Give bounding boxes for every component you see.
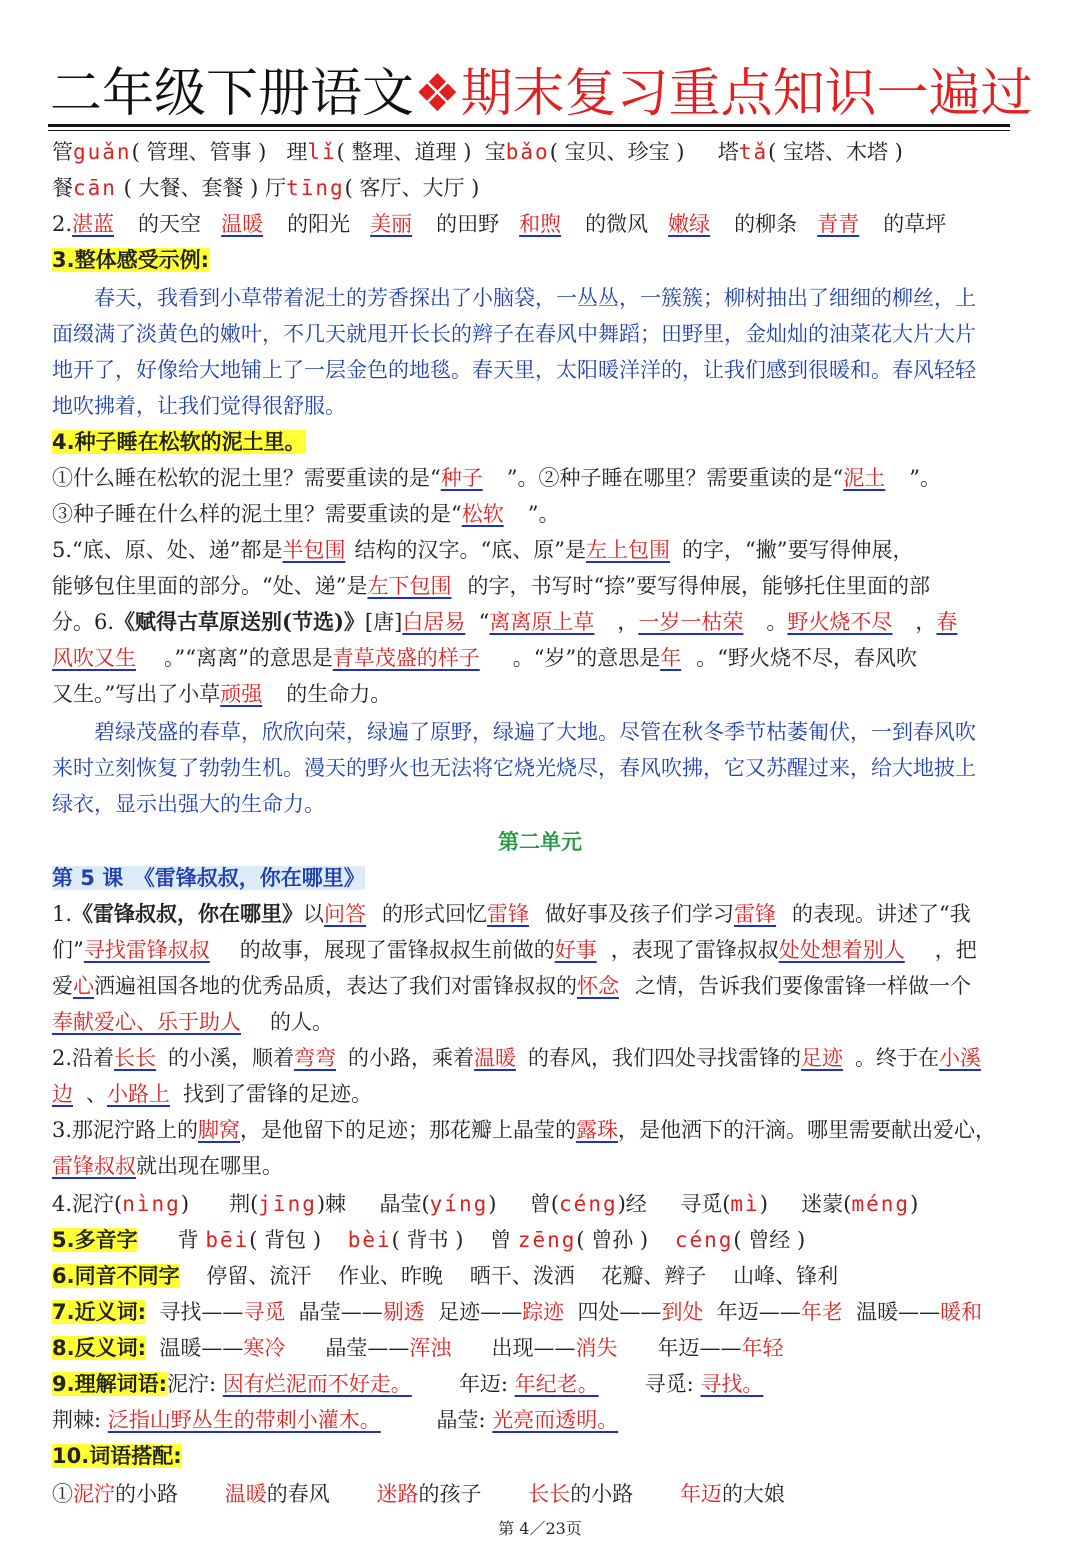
pinyin-line-1 [52, 136, 903, 168]
pinyin: mì [730, 1192, 760, 1216]
example-paragraph-line-4 [52, 390, 346, 422]
unit-heading [0, 826, 1080, 858]
answer: 青草茂盛的样子 [332, 646, 480, 670]
text: 的田野 [436, 212, 500, 236]
answer: 暖和 [940, 1300, 983, 1324]
pinyin: yíng [429, 1192, 489, 1216]
answer: 雷锋 [734, 902, 777, 926]
lesson-item-8-antonyms [52, 1332, 784, 1364]
text: ，表现了雷锋叔叔 [610, 938, 779, 962]
words: ( 背包 ) [249, 1228, 322, 1252]
answer: 奉献爱心、乐于助人 [52, 1010, 241, 1034]
text: 春天，我看到小草带着泥土的芳香探出了小脑袋，一丛丛，一簇簇；柳树抽出了细细的柳丝，上 [94, 286, 976, 310]
word-pair: 晒干、泼洒 [469, 1264, 575, 1288]
lesson-item-1-line-2 [52, 934, 977, 966]
title-grade: 二年级下册语文 [50, 64, 415, 124]
text: 的天空 [138, 212, 202, 236]
example-paragraph-line-1 [52, 282, 976, 314]
char: 宝 [484, 140, 506, 164]
text: 的小路，乘着 [348, 1046, 475, 1070]
text: 的阳光 [287, 212, 351, 236]
word: 温暖—— [159, 1336, 244, 1360]
word: 四处—— [577, 1300, 662, 1324]
text: 碧绿茂盛的春草，欣欣向荣，绿遍了原野，绿遍了大地。尽管在秋冬季节枯萎匍伏，一到春风吹 [94, 720, 976, 744]
word: 年迈—— [716, 1300, 801, 1324]
text: 2.沿着 [52, 1046, 115, 1070]
lesson-item-6-homophones [52, 1260, 838, 1292]
text: 结构的汉字。“底、原”是 [354, 538, 586, 562]
text: 们” [52, 938, 84, 962]
text: 荆( [229, 1192, 259, 1216]
text: 的柳条 [734, 212, 798, 236]
answer: 足迹 [801, 1046, 844, 1070]
lesson-item-1-line-1 [52, 898, 971, 930]
word: 足迹—— [438, 1300, 523, 1324]
structure-line-2 [52, 570, 930, 602]
text: 找到了雷锋的足迹。 [183, 1082, 372, 1106]
answer: 寻觅 [243, 1300, 286, 1324]
answer: 温暖 [474, 1046, 517, 1070]
answer: 露珠 [576, 1118, 619, 1142]
text: 的字，书写时“捺”要写得伸展，能够托住里面的部 [467, 574, 930, 598]
text: 的故事，展现了雷锋叔叔生前做的 [239, 938, 555, 962]
answer: 寻找雷锋叔叔 [83, 938, 210, 962]
answer: 处处想着别人 [778, 938, 905, 962]
answer: 心 [73, 974, 94, 998]
text: ，是他洒下的汗滴。哪里需要献出爱心， [618, 1118, 997, 1142]
pinyin: tīng [286, 176, 345, 200]
word: 晶莹: [436, 1408, 486, 1432]
answer: 弯弯 [294, 1046, 337, 1070]
word: 荆棘: [52, 1408, 102, 1432]
text: ，是他留下的足迹；那花瓣上晶莹的 [240, 1118, 577, 1142]
poem-paragraph-line-1 [52, 716, 976, 748]
answer: 一岁一枯荣 [638, 610, 744, 634]
text: 的小路 [115, 1482, 178, 1506]
answer: 边 [52, 1082, 73, 1106]
answer: 消失 [575, 1336, 618, 1360]
text: ， [617, 610, 639, 634]
answer: 小溪 [939, 1046, 982, 1070]
answer: 年迈 [679, 1482, 722, 1506]
pinyin-line-2 [52, 172, 479, 204]
answer: 嫩绿 [668, 212, 711, 236]
char: 塔 [717, 140, 739, 164]
text: 4.泥泞( [52, 1192, 123, 1216]
text: 迷蒙( [801, 1192, 852, 1216]
text: 、 [86, 1082, 107, 1106]
answer: 小路上 [107, 1082, 170, 1106]
pinyin: méng [851, 1192, 911, 1216]
word-pair: 花瓣、辫子 [601, 1264, 707, 1288]
pinyin: guǎn [73, 140, 132, 164]
text: ”。②种子睡在哪里？需要重读的是“ [506, 466, 844, 490]
text: 晶莹( [379, 1192, 430, 1216]
lesson-title: 《雷锋叔叔，你在哪里》 [72, 901, 304, 926]
pinyin: bēi [205, 1228, 250, 1252]
text: 的春风 [266, 1482, 330, 1506]
text: 地开了，好像给大地铺上了一层金色的地毯。春天里，太阳暖洋洋的，让我们感到很暖和。春风轻轻 [52, 358, 976, 382]
text: 能够包住里面的部分。“处、递”是 [52, 574, 368, 598]
text: 绿衣，显示出强大的生命力。 [52, 792, 325, 816]
answer: 湛蓝 [72, 212, 115, 236]
answer: 年 [660, 646, 682, 670]
text: 的生命力。 [286, 682, 392, 706]
answer: 因有烂泥而不好走。 [222, 1372, 412, 1396]
lesson-item-2-line-2 [52, 1078, 372, 1110]
text: ) [488, 1192, 497, 1216]
text: 。”“离离”的意思是 [164, 646, 333, 670]
item-number: 2. [52, 212, 73, 236]
word: 晶莹—— [325, 1336, 410, 1360]
answer: 迷路 [376, 1482, 419, 1506]
answer: 春 [936, 610, 958, 634]
words: ( 曾孙 ) [576, 1228, 649, 1252]
poem-paragraph-line-2 [52, 752, 976, 784]
word: 温暖—— [856, 1300, 941, 1324]
words: ( 宝塔、木塔 ) [768, 140, 903, 164]
words: ( 整理、道理 ) [336, 140, 472, 164]
poem-title: 《赋得古草原送别(节选)》 [114, 609, 365, 634]
text: ) [180, 1192, 190, 1216]
answer: 年老 [800, 1300, 843, 1324]
pinyin: zēng [517, 1228, 577, 1252]
text: 的字，“撇”要写得伸展， [682, 538, 914, 562]
text: 。“岁”的意思是 [512, 646, 661, 670]
lesson-item-10-heading [52, 1440, 182, 1472]
text: 。“野火烧不尽，春风吹 [696, 646, 917, 670]
text: ①什么睡在松软的泥土里？需要重读的是“ [52, 466, 441, 490]
text: 的春风，我们四处寻找雷锋的 [528, 1046, 802, 1070]
text: ”。 [527, 502, 560, 526]
answer: 脚窝 [198, 1118, 241, 1142]
title-rule-thin [48, 130, 1010, 131]
text: ③种子睡在什么样的泥土里？需要重读的是“ [52, 502, 462, 526]
answer: 光亮而透明。 [492, 1408, 619, 1432]
lesson-item-2-line-1 [52, 1042, 981, 1074]
words: ( 宝贝、珍宝 ) [549, 140, 685, 164]
answer: 和煦 [519, 212, 562, 236]
text: 曾( [529, 1192, 560, 1216]
text: )经 [617, 1192, 647, 1216]
char: 管 [52, 140, 73, 164]
pinyin: bǎo [505, 140, 550, 164]
answer: 种子 [440, 466, 483, 490]
poem-paragraph-line-3 [52, 788, 325, 820]
pinyin: céng [674, 1228, 734, 1252]
heading-text: 6.同音不同字 [52, 1264, 180, 1288]
text: ， [915, 610, 937, 634]
answer: 美丽 [370, 212, 413, 236]
text: 的微风 [585, 212, 649, 236]
lesson-heading [52, 862, 365, 894]
text: 的大娘 [721, 1482, 785, 1506]
char: 背 [177, 1228, 199, 1252]
text: ，把 [934, 938, 977, 962]
text: 1. [52, 902, 73, 926]
answer: 泥泞 [73, 1482, 115, 1506]
answer: 温暖 [224, 1482, 267, 1506]
word: 晶莹—— [298, 1300, 383, 1324]
text: ① [52, 1482, 73, 1506]
title-rule-thick [48, 124, 1010, 127]
text: 的形式回忆 [382, 902, 488, 926]
text: 。 [766, 610, 788, 634]
text: 的小路 [570, 1482, 634, 1506]
answer: 怀念 [577, 974, 619, 998]
text: 面缀满了淡黄色的嫩叶，不几天就甩开长长的辫子在春风中舞蹈；田野里，金灿灿的油菜花大片大片 [52, 322, 976, 346]
text: 分。6. [52, 610, 115, 634]
pinyin: cān [73, 176, 117, 200]
pinyin: nìng [122, 1192, 181, 1216]
word-pair: 作业、昨晚 [338, 1264, 443, 1288]
text: 之情，告诉我们要像雷锋一样做一个 [635, 974, 971, 998]
answer: 长长 [114, 1046, 157, 1070]
text: 洒遍祖国各地的优秀品质，表达了我们对雷锋叔叔的 [94, 974, 577, 998]
answer: 泥土 [843, 466, 886, 490]
words: ( 大餐、套餐 ) [123, 176, 259, 200]
heading-text: 7.近义词: [52, 1300, 146, 1324]
lesson-item-1-line-3 [52, 970, 971, 1002]
char: 厅 [265, 176, 287, 200]
text: 的人。 [270, 1010, 333, 1034]
answer: 长长 [528, 1482, 571, 1506]
text: “ [478, 610, 490, 634]
answer: 温暖 [221, 212, 264, 236]
section-heading-4 [52, 426, 306, 458]
answer: 好事 [554, 938, 597, 962]
text: 就出现在哪里。 [136, 1154, 283, 1178]
heading-text: 5.多音字 [52, 1228, 138, 1252]
answer: 年轻 [741, 1336, 784, 1360]
heading-text: 8.反义词: [52, 1336, 146, 1360]
unit-text: 第二单元 [498, 830, 582, 854]
pinyin: bèi [347, 1228, 392, 1252]
char: 餐 [52, 176, 73, 200]
text: ”。 [909, 466, 941, 490]
text: ) [910, 1192, 919, 1216]
example-paragraph-line-2 [52, 318, 976, 350]
text: )棘 [316, 1192, 347, 1216]
title-topic: ❖期末复习重点知识一遍过 [414, 64, 1033, 124]
lesson-item-3-line-2 [52, 1150, 283, 1182]
word: 年迈—— [657, 1336, 742, 1360]
answer: 到处 [661, 1300, 704, 1324]
words: ( 曾经 ) [733, 1228, 806, 1252]
word-pair: 山峰、锋利 [733, 1264, 839, 1288]
stress-question-line-1 [52, 462, 941, 494]
answer: 野火烧不尽 [787, 610, 893, 634]
text: 。终于在 [855, 1046, 940, 1070]
answer: 离离原上草 [489, 610, 595, 634]
word-pair: 停留、流汗 [206, 1264, 312, 1288]
answer: 青青 [817, 212, 860, 236]
text: 5.“底、原、处、递”都是 [52, 538, 283, 562]
words: ( 客厅、大厅 ) [344, 176, 480, 200]
heading-text: 4.种子睡在松软的泥土里。 [52, 430, 306, 454]
text: 地吹拂着，让我们觉得很舒服。 [52, 394, 346, 418]
fill-line-adjectives [52, 208, 946, 240]
answer: 顽强 [220, 682, 263, 706]
answer: 白居易 [402, 610, 466, 634]
lesson-text: 第 5 课 《雷锋叔叔，你在哪里》 [52, 866, 365, 890]
text: 寻觅( [680, 1192, 731, 1216]
answer: 左下包围 [367, 574, 452, 598]
stress-question-line-2 [52, 498, 559, 530]
word: 出现—— [491, 1336, 576, 1360]
answer: 寒冷 [243, 1336, 286, 1360]
answer: 雷锋叔叔 [52, 1154, 136, 1178]
lesson-item-9-definitions-line-2 [52, 1404, 620, 1436]
words: ( 管理、管事 ) [131, 140, 267, 164]
word: 寻觅: [644, 1372, 694, 1396]
page-number: 第 4／23页 [498, 1519, 582, 1538]
char: 曾 [490, 1228, 512, 1252]
lesson-item-9-definitions-line-1 [52, 1368, 764, 1400]
answer: 剔透 [382, 1300, 425, 1324]
text: 的表现。讲述了“我 [792, 902, 971, 926]
text: ) [759, 1192, 768, 1216]
heading-text: 3.整体感受示例: [52, 248, 209, 272]
pinyin: lǐ [307, 140, 337, 164]
poem-line-1 [52, 606, 957, 638]
text: 以 [303, 902, 325, 926]
answer: 风吹又生 [52, 646, 136, 670]
heading-text: 10.词语搭配: [52, 1444, 182, 1468]
heading-text: 9.理解词语: [52, 1372, 167, 1396]
text: 爱 [52, 974, 73, 998]
answer: 泛指山野丛生的带刺小灌木。 [107, 1408, 381, 1432]
answer: 问答 [324, 902, 367, 926]
poem-line-2 [52, 642, 917, 674]
answer: 左上包围 [586, 538, 670, 562]
poem-line-3 [52, 678, 391, 710]
text: 3.那泥泞路上的 [52, 1118, 199, 1142]
text: 做好事及孩子们学习 [545, 902, 735, 926]
answer: 浑浊 [409, 1336, 452, 1360]
word: 泥泞: [167, 1372, 217, 1396]
pinyin: tǎ [738, 140, 769, 164]
pinyin: céng [559, 1192, 618, 1216]
answer: 年纪老。 [514, 1372, 599, 1396]
answer: 半包围 [282, 538, 346, 562]
answer: 松软 [461, 502, 504, 526]
text: 的孩子 [418, 1482, 482, 1506]
text: 来时立刻恢复了勃勃生机。漫天的野火也无法将它烧光烧尽，春风吹拂，它又苏醒过来，给大地披上 [52, 756, 976, 780]
char: 理 [286, 140, 308, 164]
dynasty: [唐] [364, 610, 403, 634]
text: 又生。”写出了小草 [52, 682, 221, 706]
structure-line-1 [52, 534, 913, 566]
lesson-item-7-synonyms [52, 1296, 982, 1328]
text: 的草坪 [883, 212, 947, 236]
answer: 踪迹 [522, 1300, 565, 1324]
page-title [50, 62, 1040, 126]
lesson-item-5-polyphonic [52, 1224, 805, 1256]
lesson-item-4-pinyin [52, 1188, 918, 1220]
words: ( 背书 ) [391, 1228, 464, 1252]
lesson-item-1-line-4 [52, 1006, 333, 1038]
section-heading-3 [52, 244, 209, 276]
example-paragraph-line-3 [52, 354, 976, 386]
word: 寻找—— [159, 1300, 244, 1324]
answer: 寻找。 [700, 1372, 764, 1396]
word: 年迈: [458, 1372, 508, 1396]
text: 的小溪，顺着 [168, 1046, 295, 1070]
answer: 雷锋 [487, 902, 530, 926]
lesson-item-10-collocations [52, 1478, 785, 1510]
lesson-item-3-line-1 [52, 1114, 996, 1146]
pinyin: jīng [258, 1192, 317, 1216]
